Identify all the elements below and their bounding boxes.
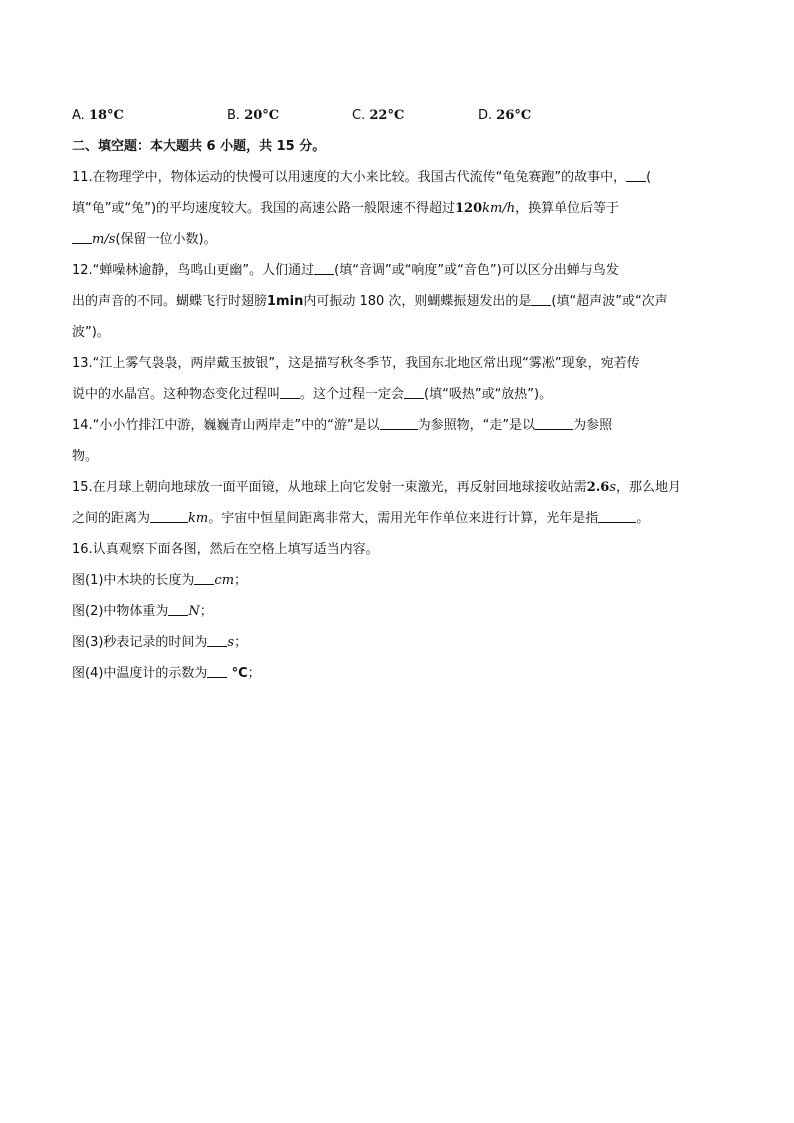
option-a-value: 18°C (88, 108, 124, 123)
q16-f2-text: 图(2)中物体重为 (72, 604, 169, 619)
q11-text-3: (保留一位小数)。 (115, 232, 217, 247)
question-16-figure-3 (72, 627, 722, 658)
q11-answer-unit: m/s (92, 232, 116, 247)
q16-f4-text: 图(4)中温度计的示数为 (72, 666, 208, 681)
exam-page (72, 100, 722, 689)
answer-blank[interactable] (380, 415, 418, 430)
question-12-line-3: 波”)。 (72, 325, 110, 340)
q15-text-2-end: 。 (636, 511, 650, 526)
answer-blank[interactable] (168, 601, 188, 616)
question-11-line-3 (72, 224, 722, 255)
choice-options (72, 100, 722, 131)
q11-speed-value: 120 (455, 201, 483, 216)
answer-blank[interactable] (194, 570, 214, 585)
option-b (227, 100, 279, 131)
option-a-letter: A. (72, 108, 85, 123)
q14-text-1-end: 为参照 (573, 418, 613, 433)
q15-time-unit: s (609, 480, 616, 495)
question-13-line-1: 13.“江上雾气袅袅，两岸戴玉披银”，这是描写秋冬季节，我国东北地区常出现“雾凇”现象，宛若传 (72, 356, 640, 371)
question-11-line-1 (72, 162, 722, 193)
question-11-line-2 (72, 193, 722, 224)
q16-f2-unit: N (188, 604, 200, 619)
q15-text-1: 15.在月球上朝向地球放一面平面镜，从地球上向它发射一束激光，再反射回地球接收站需 (72, 480, 587, 495)
q16-f1-unit: cm (214, 573, 235, 588)
answer-blank[interactable] (598, 508, 636, 523)
question-14-line-1 (72, 410, 722, 441)
question-16-figure-4 (72, 658, 722, 689)
question-12-line-2 (72, 286, 722, 317)
option-d-letter: D. (478, 108, 493, 123)
q12-text-1: 12.“蝉噪林逾静，鸟鸣山更幽”。人们通过 (72, 263, 315, 278)
q16-f1-end: ； (234, 573, 248, 588)
section-heading: 二、填空题：本大题共 6 小题，共 15 分。 (72, 139, 326, 154)
answer-blank[interactable] (72, 229, 92, 244)
q16-f4-unit: °C (231, 666, 248, 681)
answer-blank[interactable] (404, 384, 424, 399)
question-16-figure-1 (72, 565, 722, 596)
q11-text-2: 填“龟”或“兔”)的平均速度较大。我国的高速公路一般限速不得超过 (72, 201, 456, 216)
answer-blank[interactable] (280, 384, 300, 399)
q16-f3-unit: s (227, 635, 235, 650)
answer-blank[interactable] (150, 508, 188, 523)
q16-f3-end: ； (234, 635, 248, 650)
q15-text-1-end: ，那么地月 (615, 480, 681, 495)
option-a (72, 100, 124, 131)
q12-text-2-end: (填“超声波”或“次声 (551, 294, 668, 309)
option-d-value: 26°C (496, 108, 532, 123)
q12-text-2: 出的声音的不同。蝴蝶飞行时翅膀 (72, 294, 268, 309)
answer-blank[interactable] (535, 415, 573, 430)
option-c-value: 22°C (369, 108, 405, 123)
q11-text-2-end: ，换算单位后等于 (515, 201, 620, 216)
option-d (478, 100, 531, 131)
answer-blank[interactable] (626, 167, 646, 182)
q13-text-2-end: (填“吸热”或“放热”)。 (424, 387, 553, 402)
q12-time-value: 1min (267, 294, 304, 309)
q16-f4-end: ； (247, 666, 261, 681)
option-c-letter: C. (352, 108, 366, 123)
q11-text-1-end: ( (646, 170, 652, 185)
option-b-value: 20°C (244, 108, 280, 123)
question-16-figure-2 (72, 596, 722, 627)
q16-f3-text: 图(3)秒表记录的时间为 (72, 635, 208, 650)
q13-text-2-mid: 。这个过程一定会 (300, 387, 405, 402)
q15-text-2: 之间的距离为 (72, 511, 151, 526)
option-c (352, 100, 404, 131)
q12-text-1-end: (填“音调”或“响度”或“音色”)可以区分出蝉与鸟发 (334, 263, 619, 278)
question-13-line-2 (72, 379, 722, 410)
q15-text-2-mid: 。宇宙中恒星间距离非常大，需用光年作单位来进行计算，光年是指 (208, 511, 599, 526)
question-12-line-1 (72, 255, 722, 286)
question-14-line-2: 物。 (72, 449, 99, 464)
answer-blank[interactable] (207, 632, 227, 647)
q14-text-1-mid: 为参照物，“走”是以 (417, 418, 536, 433)
option-b-letter: B. (227, 108, 241, 123)
answer-blank[interactable] (314, 260, 334, 275)
question-15-line-2 (72, 503, 722, 534)
q15-distance-unit: km (188, 511, 209, 526)
q11-text-1: 11.在物理学中，物体运动的快慢可以用速度的大小来比较。我国古代流传“龟兔赛跑”的故事中， (72, 170, 627, 185)
q15-time-value: 2.6 (586, 480, 610, 495)
q11-speed-unit: km/h (482, 201, 516, 216)
q14-text-1: 14.“小小竹排江中游，巍巍青山两岸走”中的“游”是以 (72, 418, 380, 433)
q12-text-2-mid: 内可振动 180 次，则蝴蝶振翅发出的是 (303, 294, 532, 309)
q16-f1-text: 图(1)中木块的长度为 (72, 573, 195, 588)
answer-blank[interactable] (531, 291, 551, 306)
q16-f2-end: ； (199, 604, 213, 619)
q13-text-2: 说中的水晶宫。这种物态变化过程叫 (72, 387, 281, 402)
question-16-intro: 16.认真观察下面各图，然后在空格上填写适当内容。 (72, 542, 379, 557)
answer-blank[interactable] (207, 663, 227, 678)
question-15-line-1 (72, 472, 722, 503)
